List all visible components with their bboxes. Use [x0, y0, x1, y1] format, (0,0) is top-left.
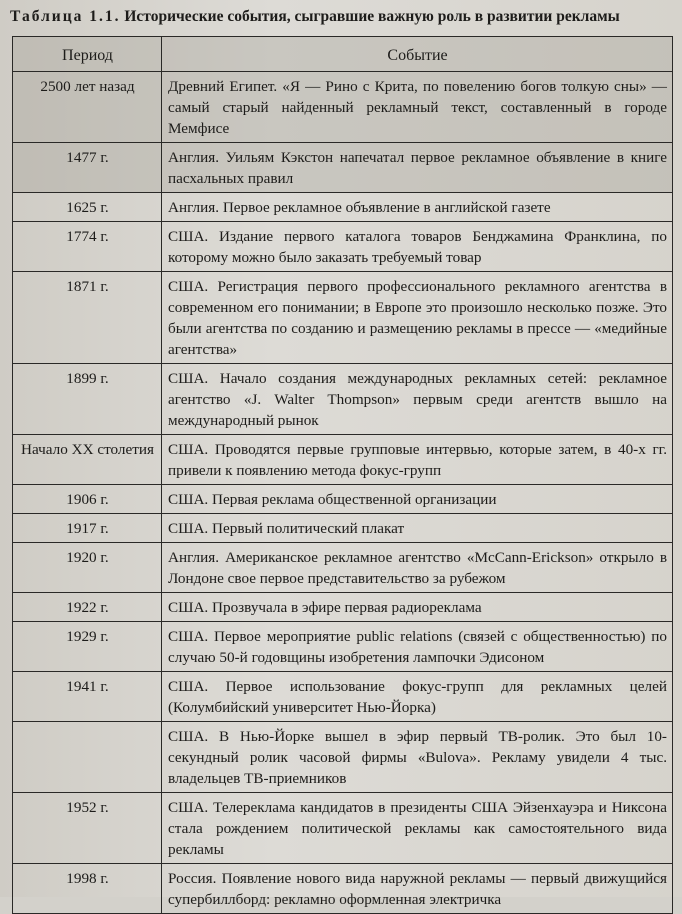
table-row — [13, 672, 673, 722]
table-caption — [10, 6, 674, 28]
table-row — [13, 514, 673, 543]
event-cell: США. В Нью-Йорке вышел в эфир первый ТВ-ролик. Это был 10-секундный ролик часовой фирмы «Bulova». Рекламу увидели 4 тыс. владельцев ТВ-приемников — [162, 722, 673, 793]
table-row — [13, 722, 673, 793]
event-cell: США. Издание первого каталога товаров Бенджамина Франклина, по которому можно было заказать требуемый товар — [162, 222, 673, 272]
table-row — [13, 143, 673, 193]
event-cell: США. Первое использование фокус-групп для рекламных целей (Колумбийский университет Нью-Йорка) — [162, 672, 673, 722]
period-cell: 1625 г. — [13, 193, 162, 222]
table-row — [13, 593, 673, 622]
event-cell: Англия. Уильям Кэкстон напечатал первое рекламное объявление в книге пасхальных правил — [162, 143, 673, 193]
table-body — [13, 72, 673, 914]
table-row — [13, 543, 673, 593]
period-cell: 1929 г. — [13, 622, 162, 672]
table-row — [13, 622, 673, 672]
period-cell: 1906 г. — [13, 485, 162, 514]
period-cell: 1922 г. — [13, 593, 162, 622]
event-cell: США. Регистрация первого профессионального рекламного агентства в современном его понимании; в Европе это произошло несколько позже. Это были агентства по созданию и размещению рекламы в прессе — «медийные агентства» — [162, 272, 673, 364]
period-cell: 1952 г. — [13, 793, 162, 864]
table-row — [13, 272, 673, 364]
period-cell: 2500 лет назад — [13, 72, 162, 143]
event-cell: Древний Египет. «Я — Рино с Крита, по повелению богов толкую сны» — самый старый найденный рекламный текст, составленный в городе Мемфисе — [162, 72, 673, 143]
event-cell: США. Телереклама кандидатов в президенты США Эйзенхауэра и Никсона стала рождением политической рекламы как самостоятельного вида рекламы — [162, 793, 673, 864]
event-cell: США. Первое мероприятие public relations (связей с общественностью) по случаю 50-й годовщины изобретения лампочки Эдисоном — [162, 622, 673, 672]
period-cell: 1941 г. — [13, 672, 162, 722]
event-cell: Англия. Американское рекламное агентство «McCann-Erickson» открыло в Лондоне свое первое представительство за рубежом — [162, 543, 673, 593]
period-cell — [13, 722, 162, 793]
period-cell: 1998 г. — [13, 864, 162, 914]
event-cell: США. Прозвучала в эфире первая радиореклама — [162, 593, 673, 622]
period-cell: 1774 г. — [13, 222, 162, 272]
event-cell: Россия. Появление нового вида наружной рекламы — первый движущийся супербиллборд: рекламно оформленная электричка — [162, 864, 673, 914]
event-cell: США. Начало создания международных рекламных сетей: рекламное агентство «J. Walter Thompson» первым среди агентств вышло на международный рынок — [162, 364, 673, 435]
table-row — [13, 72, 673, 143]
period-cell: Начало XX столетия — [13, 435, 162, 485]
table-row — [13, 864, 673, 914]
table-header-row — [13, 37, 673, 72]
table-row — [13, 222, 673, 272]
events-table — [12, 36, 673, 914]
table-row — [13, 364, 673, 435]
event-cell: США. Первый политический плакат — [162, 514, 673, 543]
period-cell: 1917 г. — [13, 514, 162, 543]
table-row — [13, 193, 673, 222]
event-cell: Англия. Первое рекламное объявление в английской газете — [162, 193, 673, 222]
period-cell: 1871 г. — [13, 272, 162, 364]
table-row — [13, 793, 673, 864]
event-cell: США. Первая реклама общественной организации — [162, 485, 673, 514]
table-caption-label: Таблица 1.1. — [10, 8, 121, 25]
event-cell: США. Проводятся первые групповые интервью, которые затем, в 40-х гг. привели к появлению метода фокус-групп — [162, 435, 673, 485]
table-row — [13, 435, 673, 485]
column-header-event: Событие — [162, 37, 673, 72]
period-cell: 1477 г. — [13, 143, 162, 193]
table-caption-title: Исторические события, сыгравшие важную роль в развитии рекламы — [124, 8, 620, 25]
period-cell: 1920 г. — [13, 543, 162, 593]
period-cell: 1899 г. — [13, 364, 162, 435]
table-row — [13, 485, 673, 514]
column-header-period: Период — [13, 37, 162, 72]
